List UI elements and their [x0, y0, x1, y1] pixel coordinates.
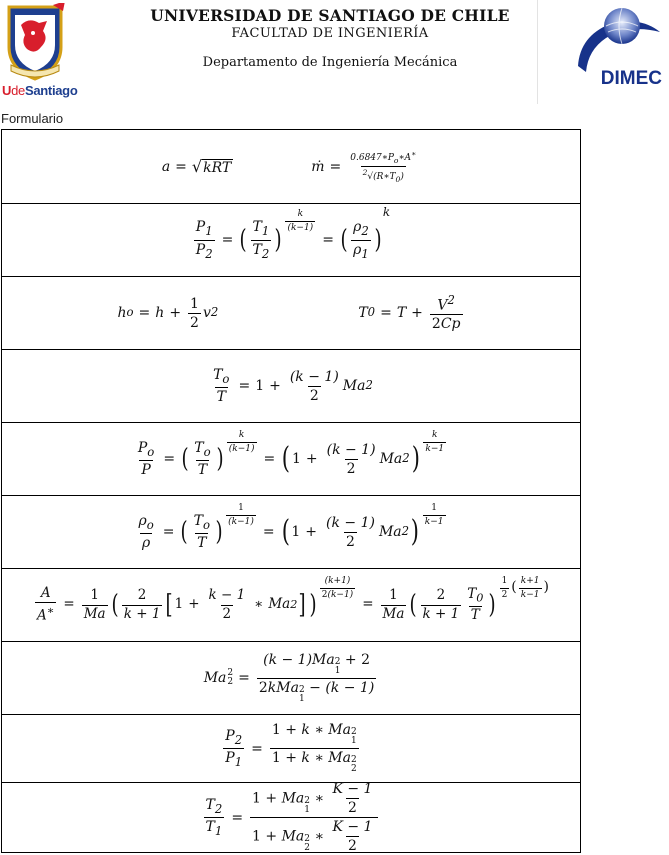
- section-title: Formulario: [1, 111, 64, 126]
- formula-speed-of-sound: a = √ kRT: [161, 156, 232, 176]
- university-name: UNIVERSIDAD DE SANTIAGO DE CHILE: [150, 6, 510, 25]
- formula-row-8: [2, 641, 580, 714]
- formula-row-7: [2, 568, 580, 641]
- formula-table: [1, 129, 581, 853]
- formula-row-2: [2, 203, 580, 276]
- formula-mass-flow: ṁ = $\frac{0.6847∗P_o∗A^∗}{^2√(R∗T_0)}$: [311, 148, 417, 184]
- usach-crest-logo: [3, 3, 67, 81]
- formula-isentropic-pressure: $\frac{P_1}{P_2}$ = ( $\frac{T_1}{T_2}$ ) $\frac{k}{(k-1)}$ = ( $\frac{\rho_2}{\rho_1}$ ) k: [195, 205, 391, 261]
- formula-row-9: [2, 714, 580, 782]
- formula-normal-shock-temperature: $\frac{T_2}{T_1}$ = 1 + Ma 2 1 ∗ $\frac{K - 1}{2}$ 1 + Ma 2 2 ∗ $\frac{K - 1}{2}$: [202, 782, 381, 853]
- formula-row-3: [2, 276, 580, 349]
- formula-normal-shock-pressure: $\frac{P_2}{P_1}$ = 1 + k ∗ Ma 2 1 1 + k ∗ Ma 2 2: [225, 722, 357, 774]
- department-name: Departamento de Ingeniería Mecánica: [202, 55, 458, 70]
- header-divider: [537, 0, 538, 104]
- formula-row-6: [2, 495, 580, 568]
- formula-row-10: [2, 782, 580, 852]
- formula-pressure-ratio: $\frac{P_o}{P}$ = ( $\frac{T_o}{T}$ ) $\frac{k}{(k-1)}$ = ( 1 + $\frac{(k - 1)}{2}$ Ma 2 ) $\frac{k}{k-1}$: [137, 429, 445, 479]
- formula-area-ratio: $\frac{A}{A^∗}$ = $\frac{1}{Ma}$ ( $\frac{2}{k + 1}$ [ 1 + $\frac{k - 1}{2}$ ∗ Ma 2 ] ) $\frac{(k+1)}{2(k-1)}$ = $\frac{1}{Ma}$ ( $\frac{2}{k + 1}$ $\frac{T_0}{T}$ ) $\frac{1}{2}$ ( $\frac{k+1}{k-1}$ ): [37, 575, 549, 624]
- formula-row-1: [2, 130, 580, 203]
- dimec-logo: [570, 2, 668, 102]
- formula-stagnation-enthalpy: h o = h + $\frac{1}{2}$ v 2: [117, 295, 219, 331]
- formula-normal-shock-mach: Ma 2 2 = (k − 1)Ma 2 1 + 2 2kMa 2 1 − (k − 1): [203, 651, 375, 704]
- dimec-logo-text: DIMEC: [600, 68, 662, 89]
- formula-row-4: [2, 349, 580, 422]
- formula-density-ratio: $\frac{\rho_o}{\rho}$ = ( $\frac{T_o}{T}$ ) $\frac{1}{(k-1)}$ = ( 1 + $\frac{(k - 1)}{2}$ Ma 2 ) $\frac{1}{k-1}$: [138, 502, 444, 552]
- formula-stagnation-temperature: T 0 = T + $\frac{V^2}{2Cp}$: [358, 292, 461, 333]
- formula-row-5: [2, 422, 580, 495]
- usach-wordmark: UdeSantiago: [2, 83, 78, 98]
- document-header: [0, 0, 669, 108]
- formula-temperature-ratio: $\frac{T_o}{T}$ = 1 + $\frac{(k - 1)}{2}$ Ma 2: [213, 366, 373, 406]
- faculty-name: FACULTAD DE INGENIERÍA: [231, 26, 429, 41]
